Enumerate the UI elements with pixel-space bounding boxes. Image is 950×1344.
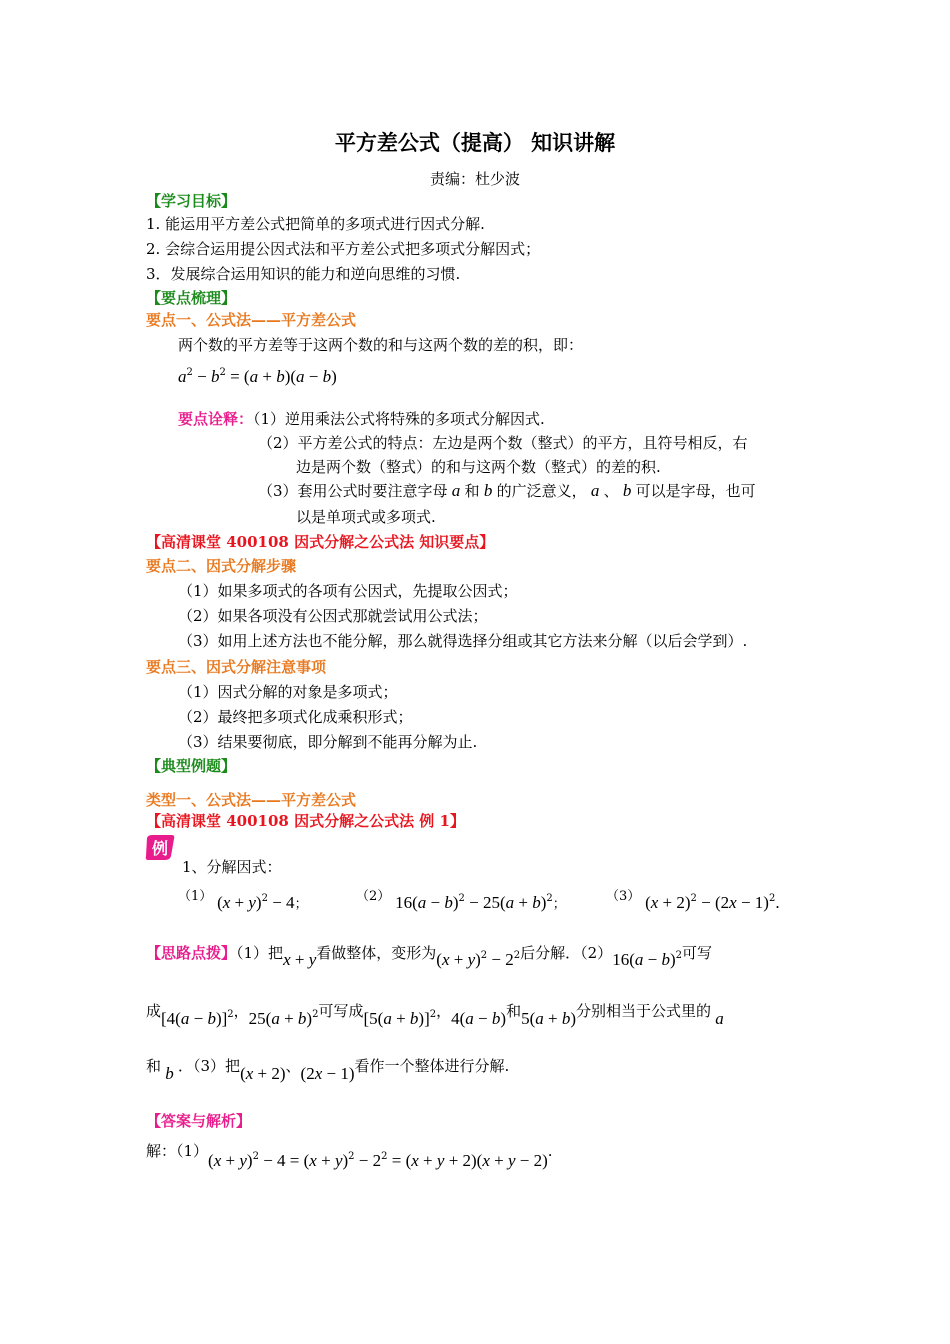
hint-text: 看作一个整体进行分解. [354, 1057, 510, 1075]
point3-item: （1）因式分解的对象是多项式； [178, 683, 398, 701]
point3-item: （2）最终把多项式化成乘积形式； [178, 708, 413, 726]
goal-item: 3．发展综合运用知识的能力和逆向思维的习惯. [146, 265, 461, 283]
problem-3-number: （3） [606, 889, 641, 904]
hint-line-1: 【思路点拨】（1）把x + y看做整体，变形为$(x + y)^2 - 2^2$后分解．$(2)16(a - b)^2$可写 [146, 944, 713, 969]
example1-title: 1、分解因式： [182, 858, 282, 876]
note-3a: （3）套用公式时要注意字母 [258, 482, 448, 500]
example-badge-icon [144, 834, 176, 862]
note-3c: 可以是字母，也可 [635, 482, 756, 500]
notes-line-1 [178, 408, 545, 430]
note-3-sep: 、 [603, 482, 619, 500]
hint-text: 可写 [682, 944, 713, 962]
hint-text: 可写成 [318, 1002, 364, 1020]
note-3d: 以是单项式或多项式. [296, 508, 436, 526]
hint-label: 【思路点拨】 [146, 944, 237, 962]
hint-text: 和 [146, 1057, 162, 1075]
answer-line-1: 解：$(1)(x + y)^2 - 4 = (x + y)^2 - 2^2 = (x + y + 2)(x + y - 2)$. [146, 1142, 553, 1170]
point1-title: 要点一、公式法——平方差公式 [146, 311, 357, 329]
hint-text: 看做整体，变形为 [316, 944, 437, 962]
note-2b: 边是两个数（整式）的和与这两个数（整式）的差的积. [296, 458, 661, 476]
examples-heading: 【典型例题】 [146, 757, 237, 775]
author-line: 责编：杜少波 [429, 170, 520, 188]
point3-title: 要点三、因式分解注意事项 [146, 658, 327, 676]
point2-item: （3）如用上述方法也不能分解，那么就得选择分组或其它方法来分解（以后会学到）. [178, 632, 748, 650]
video-reference-1: 【高清课堂 400108 因式分解之公式法 知识要点】 [146, 533, 495, 551]
hint-text: 和 [506, 1002, 522, 1020]
hint-text: 后分解．（2） [520, 944, 613, 962]
point3-item: （3）结果要彻底，即分解到不能再分解为止. [178, 733, 478, 751]
hint-line-2: 成$[4(a - b)]^2$，$25(a + b)^2$可写成$[5(a + b)]^2$，4(a − b)和5(a + b)分别相当于公式里的 a [146, 1002, 724, 1028]
problem-2-number: （2） [356, 889, 391, 904]
answer-heading: 【答案与解析】 [146, 1112, 252, 1130]
video-reference-2: 【高清课堂 400108 因式分解之公式法 例 1】 [146, 812, 465, 830]
hint-text: 分别相当于公式里的 [576, 1002, 712, 1020]
page-title: 平方差公式（提高） 知识讲解 [334, 130, 616, 155]
goal-item: 2. 会综合运用提公因式法和平方差公式把多项式分解因式； [146, 240, 541, 258]
notes-label: 要点诠释： [178, 410, 254, 428]
point2-item: （2）如果各项没有公因式那就尝试用公式法； [178, 607, 488, 625]
point2-title: 要点二、因式分解步骤 [146, 557, 297, 575]
type1-title: 类型一、公式法——平方差公式 [146, 791, 357, 809]
note-2a: （2）平方差公式的特点：左边是两个数（整式）的平方，且符号相反，右 [258, 434, 748, 452]
formula-difference-of-squares: $a^2 - b^2 = (a + b)(a - b)$ [178, 367, 337, 386]
problem-1-number: （1） [178, 889, 213, 904]
note-3a-line: （3）套用公式时要注意字母 a 和 b 的广泛意义， a 、 b 可以是字母，也可 [258, 481, 756, 500]
example1-problems: （1） $(x + y)^2 - 4$； [178, 889, 308, 912]
note-1: （1）逆用乘法公式将特殊的多项式分解因式. [253, 410, 545, 428]
problem-2: （2） $16(a - b)^2 - 25(a + b)^2$； [356, 889, 566, 912]
goal-item: 1. 能运用平方差公式把简单的多项式进行因式分解. [146, 215, 485, 233]
answer-prefix: 解：（1） [146, 1142, 209, 1160]
note-3b: 的广泛意义， [496, 482, 587, 500]
point2-item: （1）如果多项式的各项有公因式，先提取公因式； [178, 582, 518, 600]
point1-text: 两个数的平方差等于这两个数的和与这两个数的差的积，即： [178, 336, 584, 354]
points-heading: 【要点梳理】 [146, 289, 237, 307]
note-3-and: 和 [464, 482, 480, 500]
problem-3: （3） $(x + 2)^2 - (2x - 1)^2$. [606, 889, 780, 912]
hint-text: （1）把 [236, 944, 284, 962]
hint-line-3: 和 b ．（3）把(x + 2)、(2x − 1)看作一个整体进行分解. [146, 1057, 510, 1083]
goals-heading: 【学习目标】 [146, 192, 237, 210]
badge-label: 例 [151, 839, 169, 858]
hint-text: ．（3）把 [178, 1057, 241, 1075]
hint-text: 成 [146, 1002, 162, 1020]
